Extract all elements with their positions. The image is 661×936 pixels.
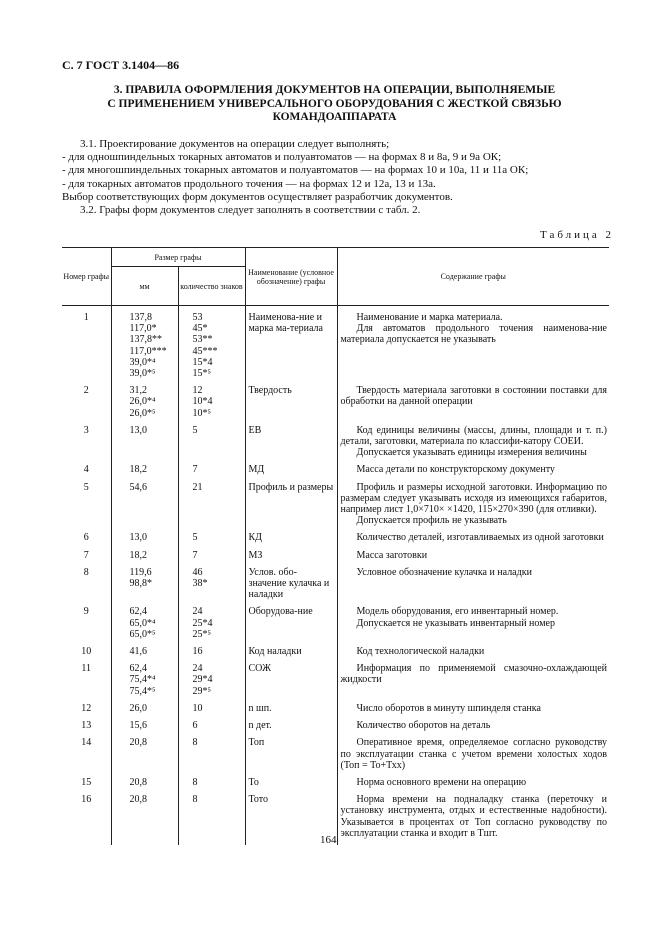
row-name-text: КД — [248, 532, 262, 544]
row-name-text: n дет. — [248, 720, 272, 732]
row-count — [178, 425, 245, 465]
row-name — [245, 777, 337, 794]
mm-value: 31,2 — [129, 385, 147, 397]
count-value: 10*4 — [192, 396, 213, 408]
table-row — [62, 550, 609, 567]
row-mm — [111, 550, 178, 567]
table-row — [62, 385, 609, 425]
row-number-text: 10 — [81, 646, 92, 658]
count-value: 10*⁵ — [192, 407, 211, 419]
specs-table — [62, 247, 609, 845]
row-content — [337, 550, 609, 567]
content-paragraph: Норма основного времени на операцию — [356, 776, 527, 788]
content-paragraph: Оперативное время, определяемое согласно руководству по эксплуатации станка с учетом времени холостых ходов (Топ = То+Тхх) — [340, 737, 607, 771]
row-name — [245, 312, 337, 385]
mm-value: 18,2 — [129, 549, 147, 561]
row-name-text: МД — [248, 464, 265, 476]
row-count — [178, 567, 245, 607]
row-name-text: Профиль и размеры — [248, 481, 334, 493]
row-number — [62, 703, 111, 720]
row-number — [62, 720, 111, 737]
count-value: 12 — [192, 385, 203, 397]
table-row — [62, 567, 609, 607]
section-title-line: 3. ПРАВИЛА ОФОРМЛЕНИЯ ДОКУМЕНТОВ НА ОПЕРАЦИИ, ВЫПОЛНЯЕМЫЕ — [113, 84, 556, 96]
row-number-text: 14 — [81, 737, 92, 749]
row-name — [245, 567, 337, 607]
row-mm — [111, 532, 178, 549]
row-count — [178, 532, 245, 549]
row-count — [178, 606, 245, 646]
row-count — [178, 794, 245, 845]
row-content — [337, 720, 609, 737]
content-paragraph: Профиль и размеры исходной заготовки. Информацию по размерам следует указывать исходя из имеющихся габаритов, например лист 1,0×710× ×1420, 115×270×390 (для отливки). — [340, 481, 607, 516]
row-number — [62, 482, 111, 533]
row-number-text: 9 — [83, 606, 89, 618]
mm-value: 117,0*** — [129, 345, 167, 357]
mm-value: 20,8 — [129, 776, 147, 788]
row-name — [245, 703, 337, 720]
row-count — [178, 720, 245, 737]
count-value: 25*4 — [192, 617, 213, 629]
row-number-text: 6 — [83, 532, 89, 544]
row-number-text: 11 — [81, 663, 92, 675]
intro-paragraph: - для одношпиндельных токарных автоматов и полуавтоматов — на формах 8 и 8а, 9 и 9а ОК; — [62, 151, 502, 164]
count-value: 46 — [192, 566, 203, 578]
header-content: Содержание графы — [337, 248, 609, 306]
intro-paragraph: - для многошпиндельных токарных автоматов и полуавтоматов — на формах 10 и 10а, 11 и 11а ОК; — [62, 164, 529, 177]
content-paragraph: Условное обозначение кулачка и наладки — [356, 566, 532, 578]
intro-paragraph: - для токарных автоматов продольного точения — на формах 12 и 12а, 13 и 13а. — [62, 177, 436, 190]
header-name: Наименование (условное обозначение) графы — [245, 248, 337, 306]
content-paragraph: Модель оборудования, его инвентарный номер. — [356, 606, 559, 618]
count-value: 45*** — [192, 345, 218, 357]
row-count — [178, 385, 245, 425]
count-value: 29*4 — [192, 674, 213, 686]
count-value: 15*4 — [192, 356, 213, 368]
row-name-text: Твердость — [248, 385, 292, 397]
row-name — [245, 720, 337, 737]
row-number-text: 2 — [83, 385, 89, 397]
table-row — [62, 703, 609, 720]
row-number — [62, 737, 111, 777]
content-paragraph: Норма времени на подналадку станка (переточку и установку инструмента, отдых и естественные надобности). Указывается в процентах от Топ согласно руководству по эксплуатации станка и входит в Тшт. — [340, 794, 607, 839]
row-mm — [111, 385, 178, 425]
row-count — [178, 550, 245, 567]
content-paragraph: Количество деталей, изготавливаемых из одной заготовки — [356, 532, 604, 544]
mm-value: 117,0* — [129, 323, 157, 335]
count-value: 21 — [192, 481, 203, 493]
row-mm — [111, 425, 178, 465]
mm-value: 65,0*⁵ — [129, 628, 156, 640]
row-number — [62, 794, 111, 845]
mm-value: 98,8* — [129, 578, 152, 590]
row-content — [337, 532, 609, 549]
header-size: Размер графы — [111, 248, 245, 267]
count-value: 25*⁵ — [192, 628, 211, 640]
row-number-text: 13 — [81, 720, 92, 732]
count-value: 53** — [192, 334, 213, 346]
mm-value: 119,6 — [129, 566, 152, 578]
row-number — [62, 532, 111, 549]
row-number — [62, 312, 111, 385]
count-value: 24 — [192, 663, 203, 675]
table-row — [62, 464, 609, 481]
row-content — [337, 703, 609, 720]
mm-value: 20,8 — [129, 737, 147, 749]
row-number-text: 7 — [83, 549, 89, 561]
row-number — [62, 646, 111, 663]
row-content — [337, 663, 609, 703]
row-number-text: 16 — [81, 794, 92, 806]
content-paragraph: Число оборотов в минуту шпинделя станка — [356, 702, 541, 714]
row-name — [245, 425, 337, 465]
content-paragraph: Код технологической наладки — [356, 646, 485, 658]
row-content — [337, 385, 609, 425]
mm-value: 39,0*⁵ — [129, 368, 156, 380]
table-row — [62, 663, 609, 703]
header-mm: мм — [111, 267, 178, 306]
row-content — [337, 606, 609, 646]
row-count — [178, 703, 245, 720]
row-number — [62, 550, 111, 567]
mm-value: 26,0*⁵ — [129, 407, 156, 419]
row-number — [62, 777, 111, 794]
row-count — [178, 312, 245, 385]
content-paragraph: Твердость материала заготовки в состоянии поставки для обработки на данной операции — [340, 385, 607, 408]
row-name — [245, 550, 337, 567]
content-paragraph: Допускается не указывать инвентарный номер — [356, 617, 555, 629]
mm-value: 39,0*⁴ — [129, 356, 156, 368]
count-value: 5 — [192, 532, 198, 544]
intro-text — [62, 138, 617, 217]
row-number — [62, 464, 111, 481]
row-content — [337, 425, 609, 465]
mm-value: 41,6 — [129, 646, 147, 658]
row-content — [337, 646, 609, 663]
row-name — [245, 737, 337, 777]
mm-value: 26,0*⁴ — [129, 396, 156, 408]
row-mm — [111, 737, 178, 777]
row-count — [178, 646, 245, 663]
row-count — [178, 663, 245, 703]
row-number — [62, 606, 111, 646]
row-name-text: n шп. — [248, 702, 272, 714]
content-paragraph: Количество оборотов на деталь — [356, 720, 491, 732]
row-content — [337, 794, 609, 845]
row-content — [337, 737, 609, 777]
content-paragraph: Допускается профиль не указывать — [356, 515, 507, 527]
row-name — [245, 663, 337, 703]
row-number-text: 3 — [83, 424, 89, 436]
section-title — [62, 84, 607, 125]
table-row — [62, 737, 609, 777]
row-name-text: Тото — [248, 794, 268, 806]
content-paragraph: Наименование и марка материала. — [356, 312, 503, 323]
count-value: 24 — [192, 606, 203, 618]
row-number — [62, 425, 111, 465]
row-content — [337, 777, 609, 794]
count-value: 5 — [192, 424, 198, 436]
row-name-text: Топ — [248, 737, 265, 749]
row-name — [245, 532, 337, 549]
row-name-text: То — [248, 776, 259, 788]
row-number — [62, 663, 111, 703]
row-number-text: 5 — [83, 481, 89, 493]
header-count: количество знаков — [178, 267, 245, 306]
table-row — [62, 777, 609, 794]
count-value: 16 — [192, 646, 203, 658]
row-count — [178, 482, 245, 533]
row-number-text: 1 — [83, 312, 89, 323]
row-count — [178, 464, 245, 481]
row-name-text: Наименова-ние и марка ма-териала — [248, 312, 323, 335]
table-row — [62, 606, 609, 646]
intro-paragraph: 3.1. Проектирование документов на операции следует выполнять; — [80, 138, 390, 150]
row-name-text: Услов. обо-значение кулачка и наладки — [248, 566, 330, 601]
page-header: С. 7 ГОСТ 3.1404—86 — [62, 58, 180, 72]
count-value: 8 — [192, 737, 198, 749]
table-caption: Таблица 2 — [540, 229, 615, 241]
header-number: Номер графы — [62, 248, 111, 306]
row-count — [178, 777, 245, 794]
mm-value: 137,8** — [129, 334, 162, 346]
mm-value: 137,8 — [129, 312, 152, 323]
row-name — [245, 482, 337, 533]
table-row — [62, 312, 609, 385]
count-value: 53 — [192, 312, 203, 323]
content-paragraph: Для автоматов продольного точения наименова-ние материала допускается не указывать — [340, 323, 607, 346]
count-value: 15*⁵ — [192, 368, 211, 380]
mm-value: 62,4 — [129, 663, 147, 675]
row-mm — [111, 482, 178, 533]
content-paragraph: Масса детали по конструкторскому документу — [356, 464, 555, 476]
row-content — [337, 464, 609, 481]
count-value: 7 — [192, 464, 198, 476]
table-row — [62, 425, 609, 465]
page-number: 164 — [320, 834, 337, 846]
row-number-text: 15 — [81, 776, 92, 788]
count-value: 10 — [192, 702, 203, 714]
row-mm — [111, 703, 178, 720]
row-name — [245, 385, 337, 425]
table-row — [62, 646, 609, 663]
row-content — [337, 312, 609, 385]
mm-value: 18,2 — [129, 464, 147, 476]
content-paragraph: Масса заготовки — [356, 549, 428, 561]
row-number-text: 12 — [81, 702, 92, 714]
row-mm — [111, 464, 178, 481]
mm-value: 13,0 — [129, 424, 147, 436]
row-number-text: 4 — [83, 464, 89, 476]
mm-value: 20,8 — [129, 794, 147, 806]
row-mm — [111, 794, 178, 845]
row-mm — [111, 567, 178, 607]
mm-value: 15,6 — [129, 720, 147, 732]
row-name-text: МЗ — [248, 549, 263, 561]
row-mm — [111, 720, 178, 737]
count-value: 8 — [192, 776, 198, 788]
mm-value: 62,4 — [129, 606, 147, 618]
count-value: 29*⁵ — [192, 685, 211, 697]
content-paragraph: Допускается указывать единицы измерения величины — [356, 447, 587, 459]
row-mm — [111, 646, 178, 663]
row-mm — [111, 312, 178, 385]
count-value: 7 — [192, 549, 198, 561]
content-paragraph: Код единицы величины (массы, длины, площади и т. п.) детали, заготовки, материала по классифи-катору СОЕИ. — [340, 424, 607, 448]
row-name — [245, 646, 337, 663]
row-number — [62, 385, 111, 425]
row-number-text: 8 — [83, 566, 89, 578]
intro-paragraph: Выбор соответствующих форм документов осуществляет разработчик документов. — [62, 190, 453, 203]
count-value: 38* — [192, 578, 208, 590]
table-row — [62, 482, 609, 533]
section-title-line: С ПРИМЕНЕНИЕМ УНИВЕРСАЛЬНОГО ОБОРУДОВАНИЯ С ЖЕСТКОЙ СВЯЗЬЮ — [107, 97, 562, 110]
row-name — [245, 606, 337, 646]
mm-value: 13,0 — [129, 532, 147, 544]
row-content — [337, 482, 609, 533]
count-value: 45* — [192, 323, 208, 335]
row-name-text: Оборудова-ние — [248, 606, 313, 618]
count-value: 8 — [192, 794, 198, 806]
section-title-line: КОМАНДОАППАРАТА — [272, 111, 397, 123]
mm-value: 75,4*⁵ — [129, 685, 156, 697]
row-mm — [111, 663, 178, 703]
mm-value: 75,4*⁴ — [129, 674, 156, 686]
mm-value: 65,0*⁴ — [129, 617, 156, 629]
row-mm — [111, 606, 178, 646]
intro-paragraph: 3.2. Графы форм документов следует заполнять в соответствии с табл. 2. — [80, 204, 421, 217]
mm-value: 54,6 — [129, 481, 147, 493]
row-name-text: ЕВ — [248, 424, 262, 436]
content-paragraph: Информация по применяемой смазочно-охлаждающей жидкости — [340, 663, 607, 686]
row-count — [178, 737, 245, 777]
table-row — [62, 720, 609, 737]
row-name-text: Код наладки — [248, 646, 302, 658]
mm-value: 26,0 — [129, 702, 147, 714]
table-row — [62, 532, 609, 549]
row-content — [337, 567, 609, 607]
row-mm — [111, 777, 178, 794]
row-name — [245, 464, 337, 481]
row-name-text: СОЖ — [248, 663, 272, 675]
row-number — [62, 567, 111, 607]
count-value: 6 — [192, 720, 198, 732]
